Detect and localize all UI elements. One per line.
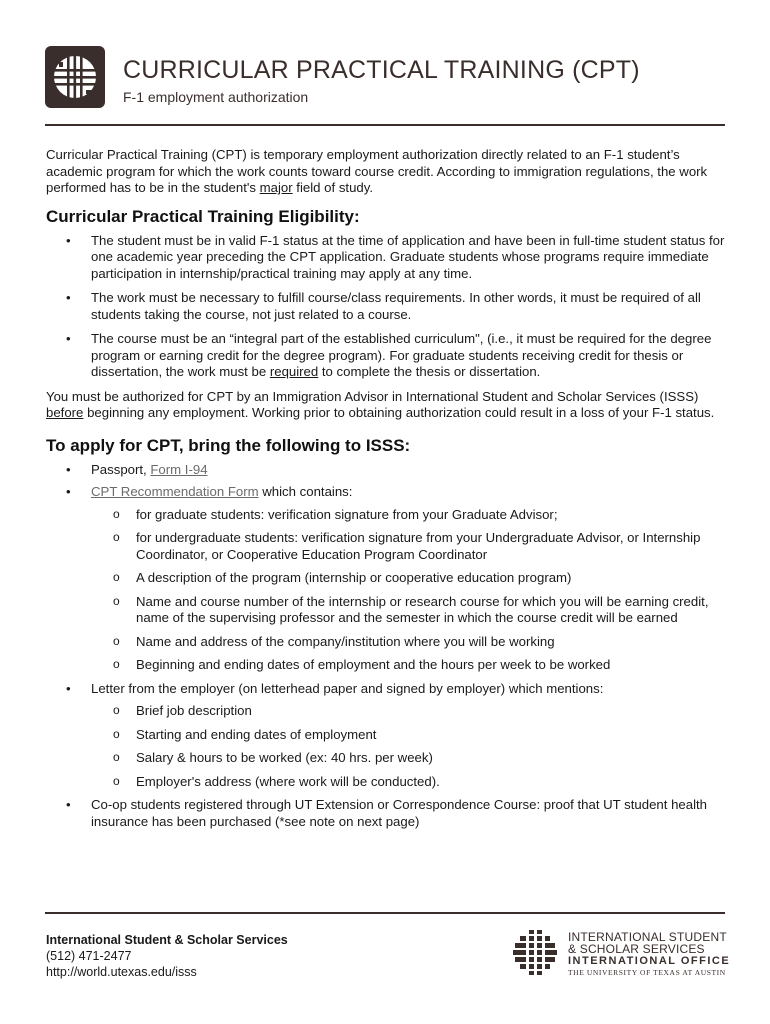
isss-footer-logo — [510, 928, 731, 977]
footer-phone: (512) 471-2477 — [46, 949, 132, 963]
list-item: o Employer's address (where work will be conducted). — [91, 774, 726, 791]
footer-divider — [45, 912, 725, 914]
page-title: CURRICULAR PRACTICAL TRAINING (CPT) — [123, 56, 640, 84]
form-i94-link[interactable]: Form I-94 — [150, 461, 208, 477]
list-item: • CPT Recommendation Form which contains: o for graduate students: verification signature from your Graduate Advisor; o for undergraduate students: verification signature from your Undergraduate Advisor, or Internship Coordinator, or Cooperative Education Program Coordinator o A description of the program (internship or cooperative education program) o Name and course number of the internship or research course for which you will be earning credit, name of the supervising professor and the semester in which the course credit will be earned o Name and address of the company/institution where you will be working o Beginning and ending dates of employment and the hours per week to be worked — [46, 484, 726, 674]
list-item: • Co-op students registered through UT Extension or Correspondence Course: proof that UT student health insurance has been purchased (*see note on next page) — [46, 797, 726, 830]
footer-contact — [46, 932, 288, 980]
footer-org-name: International Student & Scholar Services — [46, 933, 288, 947]
eligibility-list — [46, 233, 726, 381]
list-item: o Name and address of the company/institution where you will be working — [91, 634, 726, 651]
list-item: o Name and course number of the internship or research course for which you will be earning credit, name of the supervising professor and the semester in which the course credit will be earned — [91, 594, 726, 627]
apply-heading: To apply for CPT, bring the following to ISSS: — [46, 435, 411, 455]
list-item: o Brief job description — [91, 703, 726, 720]
list-item: • The student must be in valid F-1 status at the time of application and have been in full-time student status for one academic year preceding the CPT application. Graduate students whose programs require immediate participation in internship/practical training may apply at any time. — [46, 233, 726, 283]
globe-mark-icon — [510, 928, 560, 976]
globe-logo-icon — [45, 46, 105, 108]
before-emphasis: before — [46, 405, 84, 420]
letter-sublist — [91, 703, 726, 790]
cpt-recommendation-form-link[interactable]: CPT Recommendation Form — [91, 484, 259, 499]
footer-logo-text: INTERNATIONAL STUDENT & SCHOLAR SERVICES INTERNATIONAL OFFICE THE UNIVERSITY OF TEXAS AT AUSTIN — [568, 930, 731, 977]
recommendation-sublist — [91, 507, 726, 674]
list-item: o Beginning and ending dates of employment and the hours per week to be worked — [91, 657, 726, 674]
footer-url[interactable]: http://world.utexas.edu/isss — [46, 965, 197, 979]
list-item: o for graduate students: verification signature from your Graduate Advisor; — [91, 507, 726, 524]
major-emphasis: major — [259, 180, 293, 195]
document-body — [46, 147, 726, 836]
header-divider — [45, 124, 725, 126]
list-item: • The course must be an “integral part of the established curriculum", (i.e., it must be required for the degree program or earning credit for the degree program). For graduate students receiving credit for thesis or dissertation, the work must be required to complete the thesis or dissertation. — [46, 331, 726, 381]
list-item: o for undergraduate students: verification signature from your Undergraduate Advisor, or Internship Coordinator, or Cooperative Education Program Coordinator — [91, 530, 726, 563]
required-emphasis: required — [269, 364, 319, 379]
list-item: • Passport, Form I-94 — [46, 462, 726, 479]
list-item: • Letter from the employer (on letterhead paper and signed by employer) which mentions: o Brief job description o Starting and ending dates of employment o Salary & hours to be worked (ex: 40 hrs. per week) o Employer's address (where work will be conducted). — [46, 681, 726, 791]
list-item: o A description of the program (internship or cooperative education program) — [91, 570, 726, 587]
eligibility-heading: Curricular Practical Training Eligibility: — [46, 206, 360, 226]
apply-list — [46, 462, 726, 831]
authorization-paragraph: You must be authorized for CPT by an Immigration Advisor in International Student and Scholar Services (ISSS) before beginning any employment. Working prior to obtaining authorization could result in a loss of your F-1 status. — [46, 388, 715, 420]
list-item: o Salary & hours to be worked (ex: 40 hrs. per week) — [91, 750, 726, 767]
page-subtitle: F-1 employment authorization — [123, 89, 309, 105]
intro-paragraph: Curricular Practical Training (CPT) is temporary employment authorization directly related to an F-1 student’s academic program for which the work counts toward course credit. According to immigration regulations, the work performed has to be in the student's major field of study. — [46, 147, 708, 195]
list-item: o Starting and ending dates of employment — [91, 727, 726, 744]
list-item: • The work must be necessary to fulfill course/class requirements. In other words, it must be required of all students taking the course, not just related to a course. — [46, 290, 726, 323]
